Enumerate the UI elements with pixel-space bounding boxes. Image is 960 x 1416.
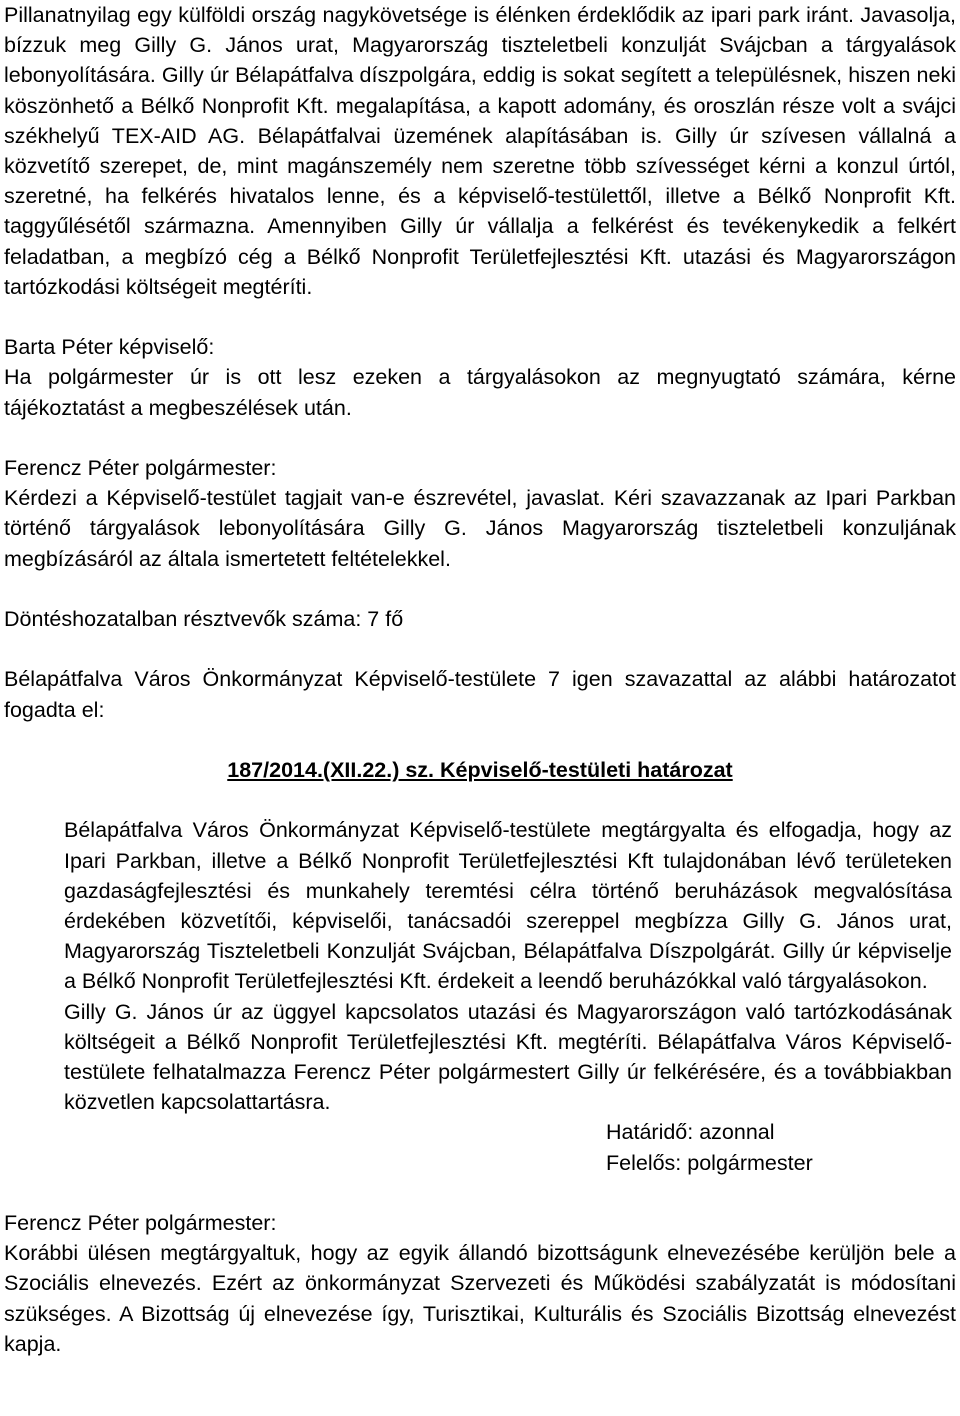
spacer: [4, 634, 956, 664]
ferencz-paragraph-2: Korábbi ülésen megtárgyaltuk, hogy az egyik állandó bizottságunk elnevezésébe kerüljön bele a Szociális elnevezés. Ezért az önkormányzat Szervezeti és Működési szabályzatát is módosítani szükséges. A Bizottság új elnevezése így, Turisztikai, Kulturális és Szociális Bizottság elnevezést kapja.: [4, 1241, 956, 1356]
barta-paragraph: Ha polgármester úr is ott lesz ezeken a tárgyalásokon az megnyugtató számára, kérne tájékoztatást a megbeszélések után.: [4, 365, 956, 420]
responsible-person: Felelős: polgármester: [606, 1150, 813, 1175]
resolution-title: 187/2014.(XII.22.) sz. Képviselő-testületi határozat: [227, 758, 733, 782]
document-page: [4, 0, 956, 1359]
spacer: [4, 302, 956, 332]
speaker-ferencz-2: Ferencz Péter polgármester:: [4, 1211, 277, 1236]
speaker-ferencz-1: Ferencz Péter polgármester:: [4, 456, 277, 481]
participants-count: Döntéshozatalban résztvevők száma: 7 fő: [4, 607, 404, 632]
resolution-paragraph-2: Gilly G. János úr az üggyel kapcsolatos utazási és Magyarországon való tartózkodásának költségeit a Bélkő Nonprofit Területfejlesztési Kft. megtéríti. Bélapátfalva Város Képviselő-testülete felhatalmazza Ferencz Péter polgármestert Gilly úr felkérésére, és a továbbiakban közvetlen kapcsolattartásra.: [64, 999, 952, 1115]
ferencz-paragraph-1: Kérdezi a Képviselő-testület tagjait van-e észrevétel, javaslat. Kéri szavazzanak az Ipari Parkban történő tárgyalások lebonyolítására Gilly G. János Magyarország tiszteletbeli konzuljának megbízásáról az általa ismertetett feltételekkel.: [4, 486, 956, 571]
deadline: Határidő: azonnal: [606, 1120, 775, 1145]
spacer: [4, 574, 956, 604]
spacer: [4, 785, 956, 815]
resolution-paragraph-1: Bélapátfalva Város Önkormányzat Képviselő-testülete megtárgyalta és elfogadja, hogy az Ipari Parkban, illetve a Bélkő Nonprofit Területfejlesztési Kft tulajdonában lévő területeken gazdaságfejlesztési és munkahely teremtési célra történő beruházások megvalósítása érdekében közvetítői, képviselői, tanácsadói szereppel megbízza Gilly G. János urat, Magyarország Tiszteletbeli Konzulját Svájcban, Bélapátfalva Díszpolgárát. Gilly úr képviselje a Bélkő Nonprofit Területfejlesztési Kft. érdekeit a leendő beruházókkal való tárgyalásokon.: [64, 818, 952, 994]
spacer: [4, 1178, 956, 1208]
intro-paragraph: Pillanatnyilag egy külföldi ország nagykövetsége is élénken érdeklődik az ipari park iránt. Javasolja, bízzuk meg Gilly G. János urat, Magyarország tiszteletbeli konzulját Svájcban a tárgyalások lebonyolítására. Gilly úr Bélapátfalva díszpolgára, eddig is sokat segített a településnek, hiszen neki köszönhető a Bélkő Nonprofit Kft. megalapítása, a kapott adomány, és oroszlán része volt a svájci székhelyű TEX-AID AG. Bélapátfalvai üzemének alapításában is. Gilly úr szívesen vállalná a közvetítő szerepet, de, mint magánszemély nem szeretne több szívességet kérni a konzul úrtól, szeretné, ha felkérés hivatalos lenne, és a képviselő-testülettől, illetve a Bélkő Nonprofit Kft. taggyűlésétől származna. Amennyiben Gilly úr vállalja a felkérést és tevékenykedik a felkért feladatban, a megbízó cég a Bélkő Nonprofit Területfejlesztési Kft. utazási és Magyarországon tartózkodási költségeit megtéríti.: [4, 3, 956, 299]
spacer: [4, 725, 956, 755]
vote-paragraph: Bélapátfalva Város Önkormányzat Képviselő-testülete 7 igen szavazattal az alábbi határozatot fogadta el:: [4, 667, 956, 722]
speaker-barta: Barta Péter képviselő:: [4, 335, 215, 360]
spacer: [4, 423, 956, 453]
